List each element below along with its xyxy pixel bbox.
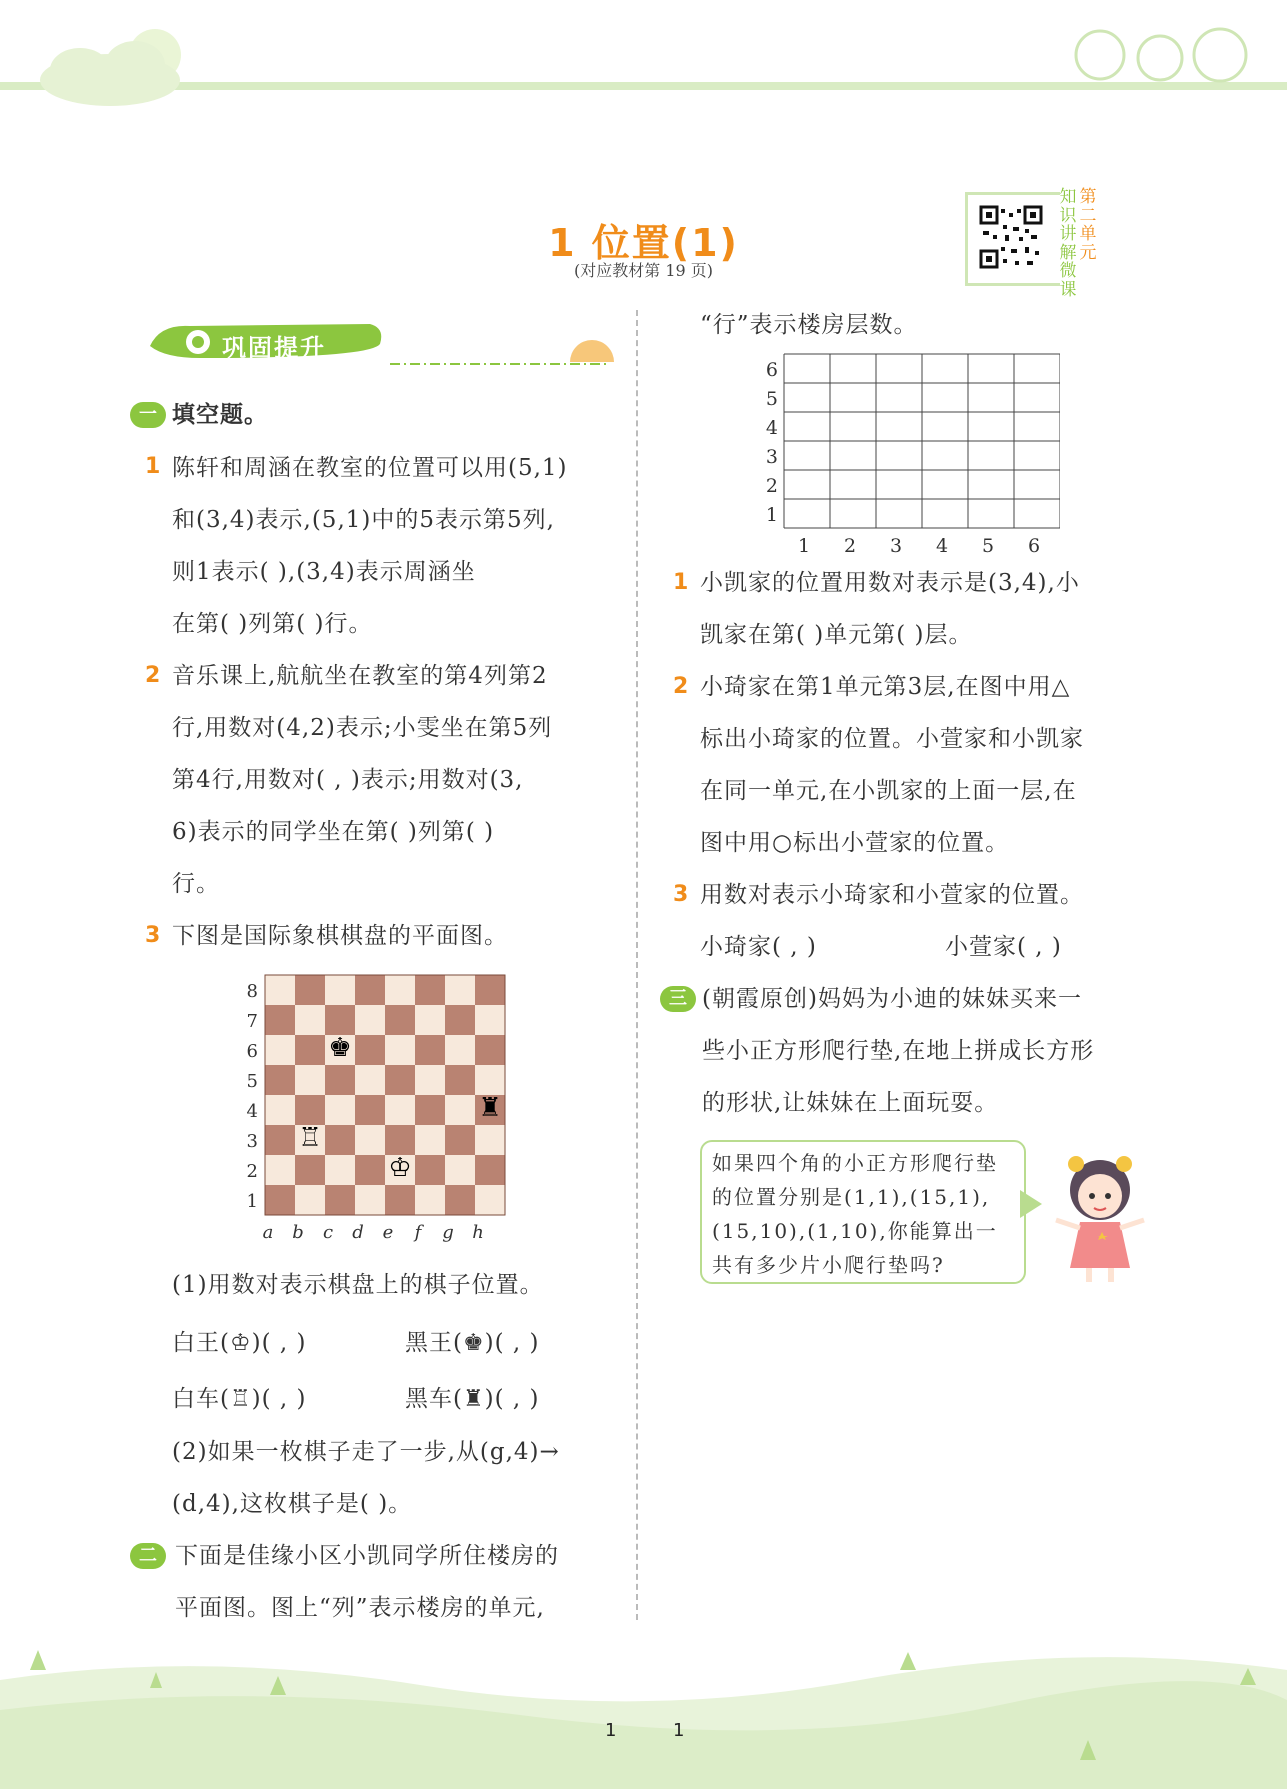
board-square [415, 1065, 445, 1095]
board-col-label: g [442, 1222, 454, 1243]
board-col-label: c [322, 1222, 334, 1243]
board-col-label: f [414, 1222, 422, 1243]
part1-heading: 填空题。 [172, 402, 268, 428]
board-square [475, 1155, 505, 1185]
board-row-label: 4 [246, 1101, 258, 1122]
footer-landscape-decoration [0, 1640, 1287, 1789]
board-square [445, 1125, 475, 1155]
white-king-answer: 白王(♔)( , ) [172, 1330, 307, 1356]
q1-line: 和(3,4)表示,(5,1)中的5表示第5列, [172, 507, 555, 533]
q3-number: 3 [145, 923, 161, 948]
board-col-label: e [382, 1222, 394, 1243]
q2-number: 2 [145, 663, 161, 688]
page-subtitle: (对应教材第 19 页) [573, 261, 714, 280]
q3-sub1: (1)用数对表示棋盘上的棋子位置。 [172, 1272, 544, 1298]
p2q2-line: 图中用○标出小萱家的位置。 [700, 830, 1010, 856]
part1-tag: 一 [130, 402, 166, 428]
board-square [295, 1005, 325, 1035]
board-square [445, 1185, 475, 1215]
board-row-label: 2 [246, 1161, 258, 1182]
board-square [265, 1185, 295, 1215]
board-square [295, 1035, 325, 1065]
qr-label-unit: 第二单元 [1079, 187, 1097, 263]
qr-label-lesson: 知识讲解微课 [1059, 187, 1077, 300]
board-row-label: 1 [246, 1191, 258, 1212]
board-square [325, 975, 355, 1005]
girl-illustration [1050, 1150, 1150, 1290]
board-square [445, 1005, 475, 1035]
section-banner [140, 306, 620, 366]
grid-col-label: 1 [797, 535, 811, 557]
q2-line: 第4行,用数对( , )表示;用数对(3, [172, 767, 524, 793]
grid-col-label: 3 [889, 535, 903, 557]
board-square [385, 1125, 415, 1155]
white-rook-piece: ♖ [298, 1123, 322, 1153]
part3-tag: 三 [660, 986, 696, 1012]
board-square [265, 1125, 295, 1155]
black-rook-piece: ♜ [478, 1093, 502, 1123]
board-square [355, 1005, 385, 1035]
board-row-label: 7 [246, 1011, 258, 1032]
grid-col-label: 6 [1027, 535, 1041, 557]
board-square [265, 975, 295, 1005]
p2q1-line: 凯家在第( )单元第( )层。 [700, 622, 973, 648]
board-square [355, 1185, 385, 1215]
board-square [325, 1065, 355, 1095]
grid-row-label: 3 [765, 446, 778, 468]
xuan-home-answer: 小萱家( , ) [945, 934, 1062, 960]
white-rook-answer: 白车(♖)( , ) [172, 1386, 307, 1412]
board-square [265, 1065, 295, 1095]
board-square [415, 1035, 445, 1065]
board-square [385, 1065, 415, 1095]
board-square [325, 1125, 355, 1155]
board-square [295, 1095, 325, 1125]
p2q3-number: 3 [673, 882, 689, 907]
board-square [415, 1125, 445, 1155]
page-number-left: 1 [605, 1720, 617, 1741]
p2q1-number: 1 [673, 570, 689, 595]
board-square [445, 1065, 475, 1095]
board-square [445, 975, 475, 1005]
board-square [385, 975, 415, 1005]
board-square [295, 1185, 325, 1215]
q3-sub2: (2)如果一枚棋子走了一步,从(g,4)→ [172, 1439, 560, 1465]
chess-board [240, 970, 520, 1250]
p2q3-line: 用数对表示小琦家和小萱家的位置。 [700, 882, 1084, 908]
board-row-label: 3 [246, 1131, 258, 1152]
animal-icons-decoration [1060, 10, 1260, 90]
board-square [475, 1185, 505, 1215]
p2q1-line: 小凯家的位置用数对表示是(3,4),小 [700, 570, 1080, 596]
p2q2-line: 小琦家在第1单元第3层,在图中用△ [700, 674, 1071, 700]
q2-line: 行。 [172, 871, 220, 897]
section-banner-title: 巩固提升 [222, 334, 326, 362]
part2-line: 平面图。图上“列”表示楼房的单元, [175, 1595, 545, 1621]
grid-row-label: 4 [765, 417, 778, 439]
board-square [325, 1185, 355, 1215]
qi-home-answer: 小琦家( , ) [700, 934, 817, 960]
speech-bubble-text: 如果四个角的小正方形爬行垫的位置分别是(1,1),(15,1),(15,10),(1,10),你能算出一共有多少片小爬行垫吗? [712, 1151, 998, 1277]
board-square [415, 975, 445, 1005]
grid-row-label: 2 [765, 475, 778, 497]
black-king-piece: ♚ [328, 1033, 352, 1063]
p2q2-number: 2 [673, 674, 689, 699]
board-square [475, 1035, 505, 1065]
part3-line: 些小正方形爬行垫,在地上拼成长方形 [702, 1038, 1095, 1064]
board-square [355, 1125, 385, 1155]
board-square [355, 1155, 385, 1185]
board-square [385, 1095, 415, 1125]
white-king-piece: ♔ [388, 1153, 412, 1183]
board-col-label: d [352, 1222, 364, 1243]
part3-line: 的形状,让妹妹在上面玩耍。 [702, 1090, 999, 1116]
board-square [445, 1035, 475, 1065]
speech-bubble-tail [1020, 1190, 1042, 1218]
qr-code-icon[interactable] [979, 205, 1043, 269]
q1-line: 在第( )列第( )行。 [172, 611, 373, 637]
q1-line: 陈轩和周涵在教室的位置可以用(5,1) [172, 455, 568, 481]
q2-line: 6)表示的同学坐在第( )列第( ) [172, 819, 495, 845]
board-col-label: h [472, 1222, 484, 1243]
board-square [355, 1095, 385, 1125]
p2q2-line: 在同一单元,在小凯家的上面一层,在 [700, 778, 1077, 804]
q1-line: 则1表示( ),(3,4)表示周涵坐 [172, 559, 476, 585]
board-square [415, 1185, 445, 1215]
board-square [265, 1005, 295, 1035]
board-square [475, 1125, 505, 1155]
board-square [445, 1155, 475, 1185]
part2-tag: 二 [130, 1543, 166, 1569]
board-square [415, 1095, 445, 1125]
board-square [265, 1155, 295, 1185]
board-square [325, 1095, 355, 1125]
part2-line-cont: “行”表示楼房层数。 [700, 312, 918, 338]
board-square [385, 1185, 415, 1215]
q3-intro: 下图是国际象棋棋盘的平面图。 [172, 923, 508, 949]
board-square [445, 1095, 475, 1125]
grid-row-label: 6 [765, 359, 778, 381]
board-square [355, 975, 385, 1005]
board-square [385, 1035, 415, 1065]
board-square [265, 1095, 295, 1125]
page-title: 1 位置(1) [548, 221, 739, 265]
black-king-answer: 黑王(♚)( , ) [405, 1330, 540, 1356]
board-square [475, 1005, 505, 1035]
board-col-label: b [292, 1222, 304, 1243]
page-number-right: 1 [673, 1720, 685, 1741]
q2-line: 行,用数对(4,2)表示;小雯坐在第5列 [172, 715, 553, 741]
grid-col-label: 5 [981, 535, 995, 557]
board-square [295, 1065, 325, 1095]
grid-row-label: 5 [765, 388, 778, 410]
board-square [265, 1035, 295, 1065]
part2-line: 下面是佳缘小区小凯同学所住楼房的 [175, 1543, 559, 1569]
board-col-label: a [262, 1222, 274, 1243]
part3-line: (朝霞原创)妈妈为小迪的妹妹买来一 [702, 986, 1082, 1012]
board-row-label: 8 [246, 981, 258, 1002]
grid-row-label: 1 [765, 504, 778, 526]
q1-number: 1 [145, 454, 161, 479]
sun-cloud-decoration [20, 20, 200, 110]
board-row-label: 6 [246, 1041, 258, 1062]
board-square [475, 975, 505, 1005]
q2-line: 音乐课上,航航坐在教室的第4列第2 [172, 663, 548, 689]
column-divider [636, 310, 638, 1620]
board-square [325, 1155, 355, 1185]
board-square [415, 1155, 445, 1185]
building-grid [760, 350, 1060, 560]
board-square [355, 1035, 385, 1065]
q3-sub2: (d,4),这枚棋子是( )。 [172, 1491, 413, 1517]
grid-col-label: 4 [935, 535, 949, 557]
board-square [415, 1005, 445, 1035]
board-row-label: 5 [246, 1071, 258, 1092]
board-square [295, 975, 325, 1005]
black-rook-answer: 黑车(♜)( , ) [405, 1386, 540, 1412]
board-square [325, 1005, 355, 1035]
p2q2-line: 标出小琦家的位置。小萱家和小凯家 [700, 726, 1084, 752]
board-square [355, 1065, 385, 1095]
grid-col-label: 2 [843, 535, 857, 557]
board-square [295, 1155, 325, 1185]
board-square [385, 1005, 415, 1035]
board-square [475, 1065, 505, 1095]
